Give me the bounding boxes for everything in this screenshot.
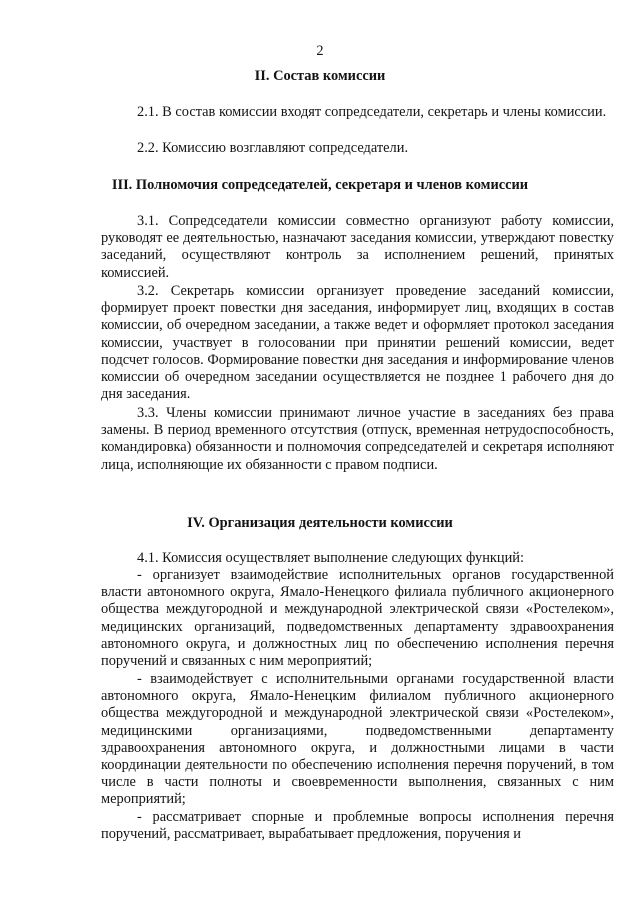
paragraph-3-1: 3.1. Сопредседатели комиссии совместно организуют работу комиссии, руководят ее деятельностью, назначают заседания комиссии, утверждают повестку заседаний, осуществляют контроль за исполнением решений, принятых комиссией.	[101, 213, 614, 281]
paragraph-3-2: 3.2. Секретарь комиссии организует проведение заседаний комиссии, формирует проект повестки дня заседания, информирует лиц, входящих в состав комиссии, об очередном заседании, а также ведет и оформляет протокол заседания комиссии, участвует в голосовании при принятии решений комиссии, ведет подсчет голосов. Формирование повестки дня заседания и информирование членов комиссии об очередном заседании осуществляется не позднее 1 рабочего дня до дня заседания.	[101, 283, 614, 403]
section-3-heading: III. Полномочия сопредседателей, секретаря и членов комиссии	[111, 177, 529, 193]
section-2-heading: II. Состав комиссии	[254, 68, 386, 84]
section-4-heading: IV. Организация деятельности комиссии	[187, 515, 453, 531]
paragraph-4-1-item-1: - организует взаимодействие исполнительных органов государственной власти автономного округа, Ямало-Ненецкого филиала публичного акционерного общества междугородной и международной электрической связи «Ростелеком», медицинских организаций, подведомственных департаменту здравоохранения автономного округа, и должностных лиц по обеспечению исполнения перечня поручений и связанных с ним мероприятий;	[101, 567, 614, 670]
page-number: 2	[316, 43, 324, 59]
paragraph-2-2: 2.2. Комиссию возглавляют сопредседатели.	[137, 140, 409, 156]
paragraph-2-1: 2.1. В состав комиссии входят сопредседатели, секретарь и члены комиссии.	[137, 104, 607, 120]
paragraph-4-1-item-2: - взаимодействует с исполнительными органами государственной власти автономного округа, Ямало-Ненецким филиалом публичного акционерного общества междугородной и международной электрической связи «Ростелеком», медицинскими организациями, подведомственными департаменту здравоохранения автономного округа, и должностными лицами в части координации деятельности по обеспечению исполнения перечня поручений, в том числе в части полноты и своевременности выполнения, связанных с ним мероприятий;	[101, 671, 614, 808]
paragraph-4-1-item-3: - рассматривает спорные и проблемные вопросы исполнения перечня поручений, рассматривает, вырабатывает предложения, поручения и	[101, 809, 614, 843]
paragraph-4-1: 4.1. Комиссия осуществляет выполнение следующих функций:	[137, 550, 525, 566]
paragraph-3-3: 3.3. Члены комиссии принимают личное участие в заседаниях без права замены. В период временного отсутствия (отпуск, временная нетрудоспособность, командировка) обязанности и полномочия сопредседателей и секретаря исполняют лица, исполняющие их обязанности с правом подписи.	[101, 405, 614, 473]
